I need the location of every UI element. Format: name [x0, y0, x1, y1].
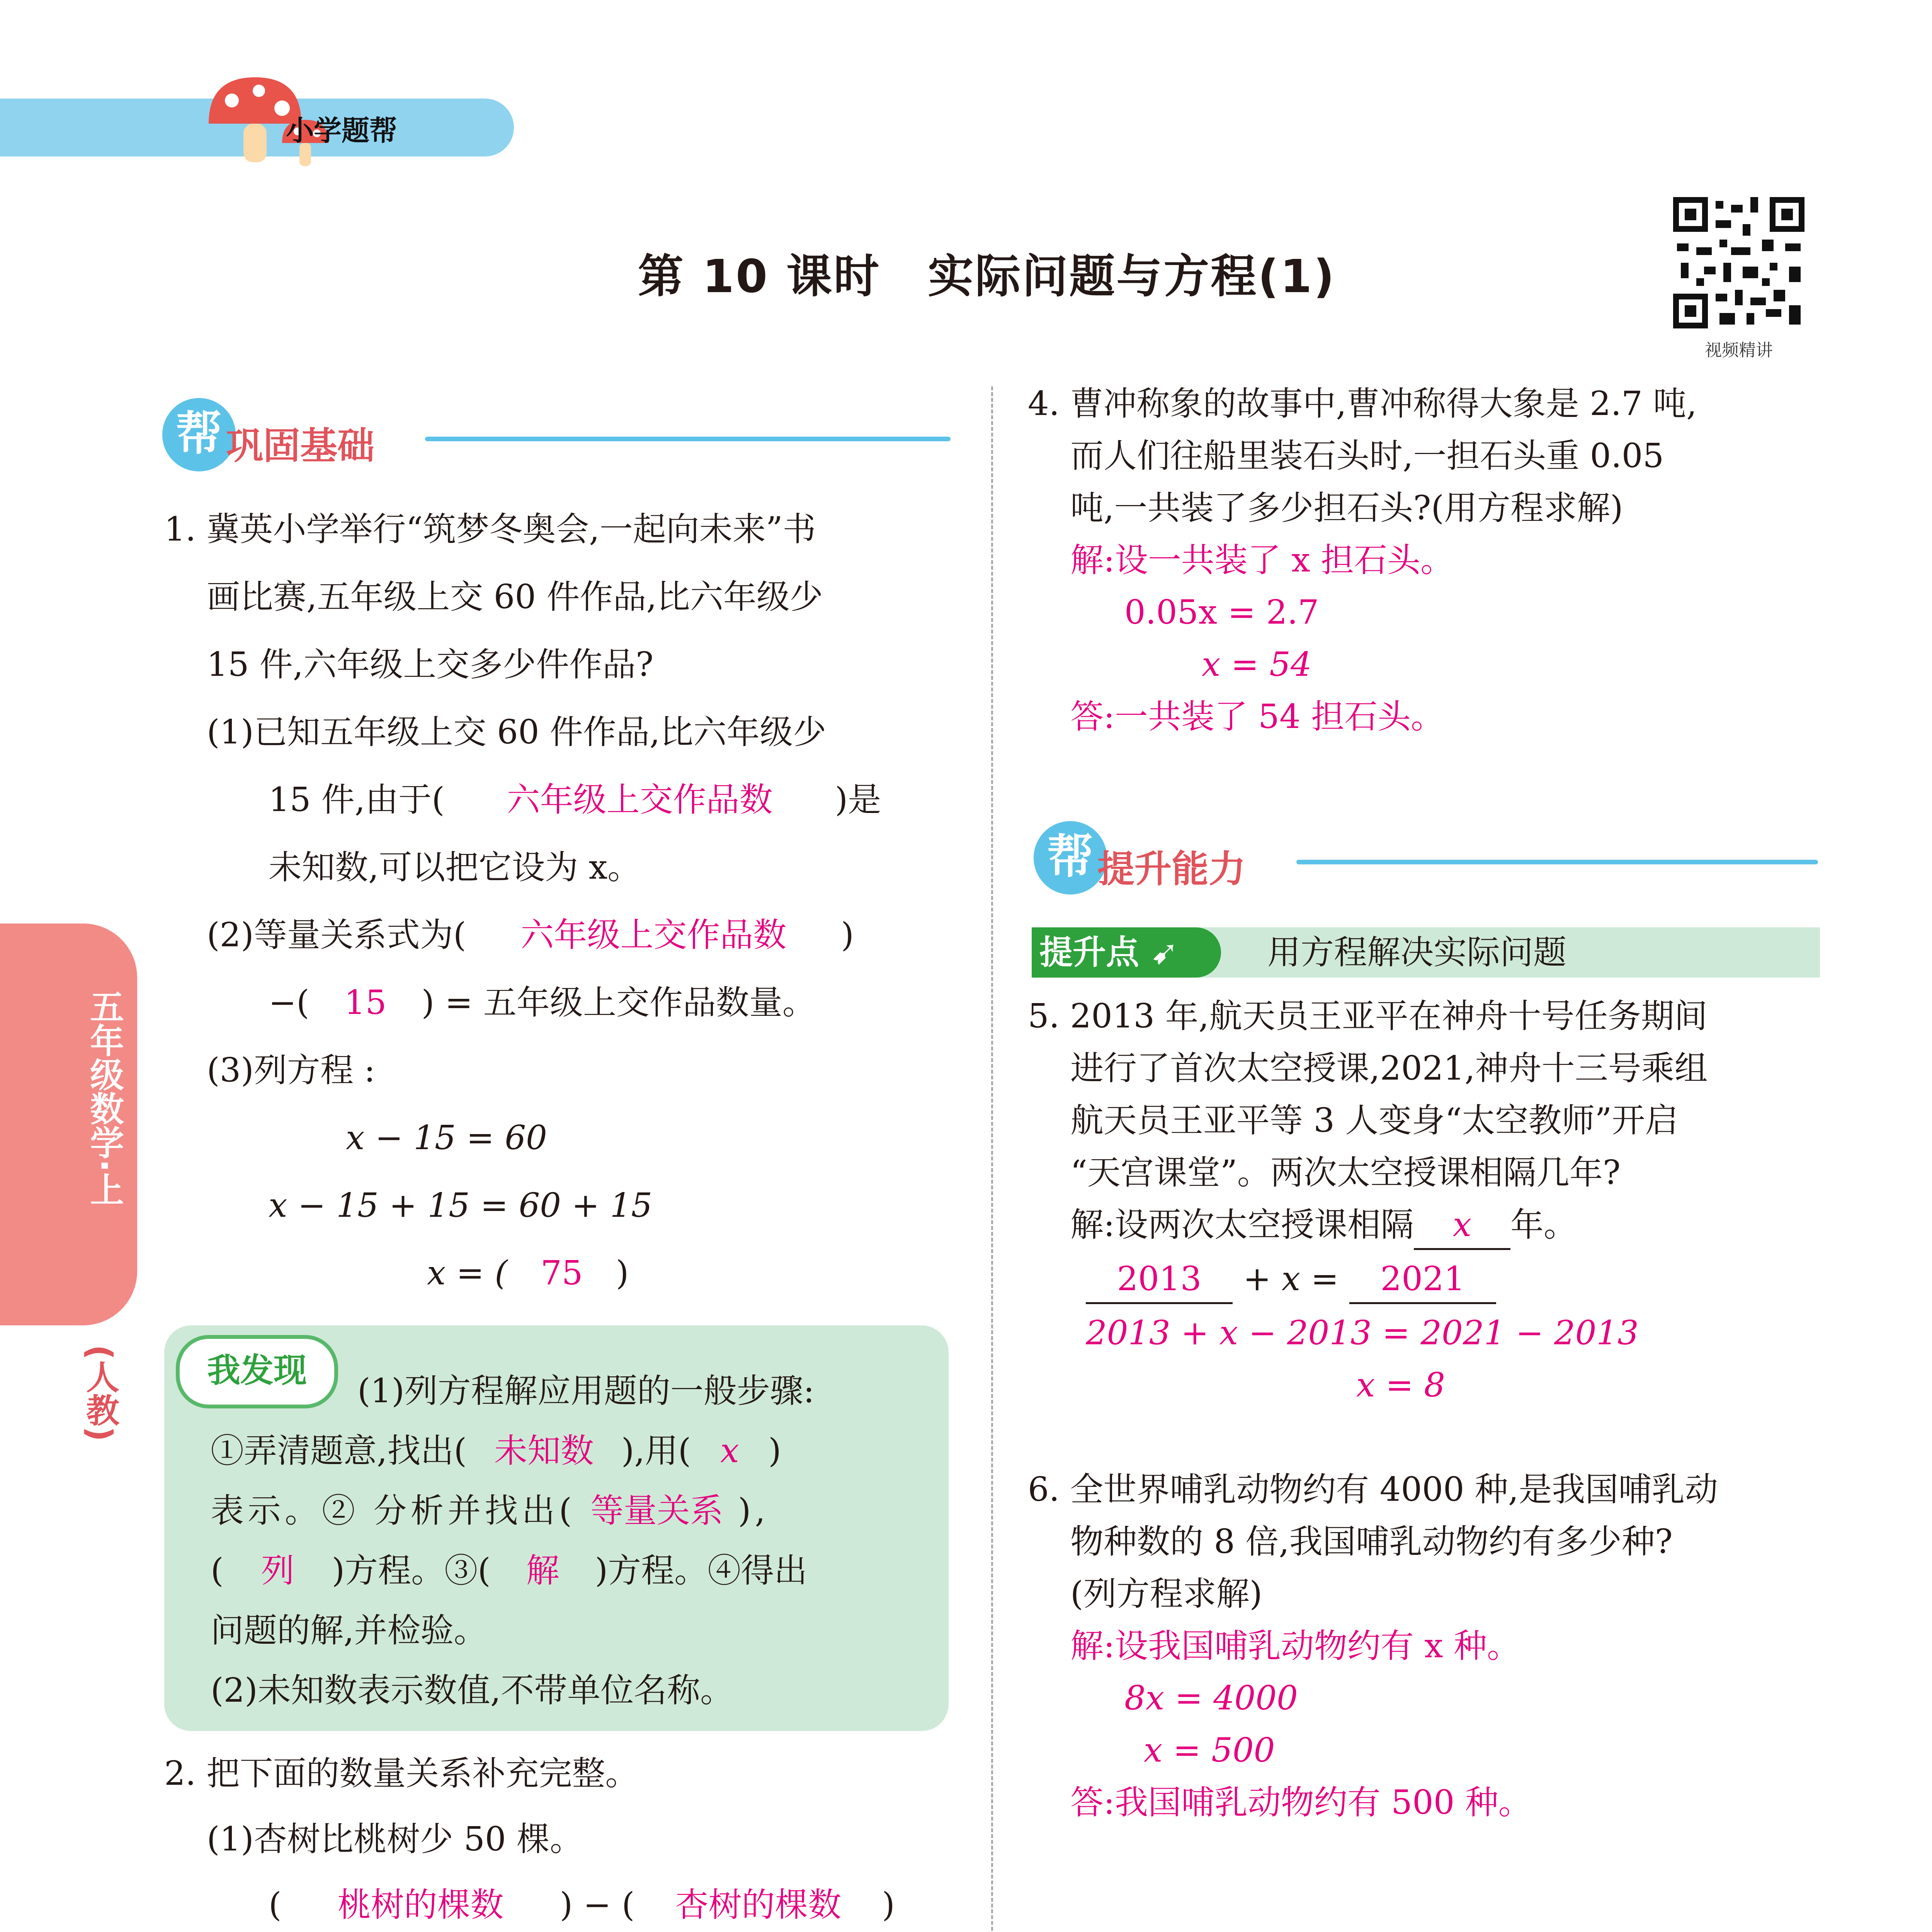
section-rule	[425, 437, 951, 441]
arrow-icon: ➹	[1150, 933, 1179, 972]
skill-point-text: 用方程解决实际问题	[1267, 933, 1566, 972]
brand-label: 小学题帮	[286, 114, 398, 147]
discover-tag: 我发现	[176, 1335, 338, 1408]
q6-solution-answer: 答:我国哺乳动物约有 500 种。	[1070, 1783, 1532, 1822]
q5-equation-result: x = 8	[1356, 1366, 1445, 1405]
skill-point-tag: 提升点 ➹	[1032, 927, 1221, 978]
q1-part1: (1)已知五年级上交 60 件作品,比六年级少	[207, 713, 827, 752]
q1-part1-end: 未知数,可以把它设为 x。	[269, 848, 641, 887]
section-basic-title: 巩固基础	[226, 424, 374, 468]
q6-solution-result: x = 500	[1144, 1731, 1275, 1770]
q4-solution-equation: 0.05x = 2.7	[1124, 593, 1319, 632]
question-5	[1028, 993, 1708, 1408]
q1-equation: x − 15 + 15 = 60 + 15	[269, 1186, 653, 1225]
q5-equation: 2013 + x = 2021	[1028, 1256, 1708, 1304]
q1-answer-unknown: 六年级上交作品数	[507, 781, 773, 819]
q4-line: 而人们往船里装石头时,一担石头重 0.05	[1070, 437, 1664, 475]
q4-solution-answer: 答:一共装了 54 担石头。	[1070, 697, 1444, 736]
q5-answer-x: x	[1414, 1202, 1510, 1250]
question-4	[1028, 381, 1697, 740]
side-tab-edition: (人教)	[80, 1345, 119, 1442]
section-basic-heading	[162, 398, 951, 475]
discover-line: (2)未知数表示数值,不带单位名称。	[211, 1671, 734, 1710]
q4-solution-setup: 解:设一共装了 x 担石头。	[1070, 541, 1454, 580]
q1-line: 15 件,六年级上交多少件作品?	[207, 645, 654, 684]
q1-equation-result: x = ( 75 )	[164, 1250, 881, 1296]
q4-solution-result: x = 54	[1202, 645, 1312, 684]
q6-solution-setup: 解:设我国哺乳动物约有 x 种。	[1070, 1627, 1520, 1665]
q5-line: “天宫课堂”。两次太空授课相隔几年?	[1070, 1153, 1621, 1192]
q5-equation: 2013 + x − 2013 = 2021 − 2013	[1086, 1314, 1639, 1352]
q5-answer-2021: 2021	[1349, 1256, 1496, 1304]
q1-line: 1. 冀英小学举行“筑梦冬奥会,一起向未来”书	[164, 510, 816, 549]
q1-part3: (3)列方程 :	[207, 1051, 376, 1090]
section-improve-heading	[1034, 821, 1818, 898]
question-6	[1028, 1466, 1718, 1826]
q4-line: 吨,一共装了多少担石头?(用方程求解)	[1070, 489, 1623, 527]
bang-icon: 帮	[162, 398, 236, 471]
q5-line: 进行了首次太空授课,2021,神舟十三号乘组	[1070, 1049, 1708, 1088]
q1-answer-75: 75	[541, 1254, 583, 1293]
section-rule	[1296, 860, 1818, 864]
q2-part1: (1)杏树比桃树少 50 棵。	[207, 1820, 583, 1859]
q5-line: 航天员王亚平等 3 人变身“太空教师”开启	[1070, 1101, 1679, 1140]
qr-label: 视频精讲	[1705, 340, 1773, 360]
qr-code-icon[interactable]	[1669, 193, 1808, 332]
q4-line: 4. 曹冲称象的故事中,曹冲称得大象是 2.7 吨,	[1028, 384, 1697, 423]
side-tab-grade: 五年级数学·上	[85, 989, 124, 1206]
bang-icon: 帮	[1034, 821, 1107, 895]
q6-solution-equation: 8x = 4000	[1124, 1679, 1298, 1718]
q1-answer-15: 15	[344, 983, 387, 1022]
discover-line: 表示。② 分析并找出( 等量关系 ),	[211, 1492, 769, 1530]
q5-line: 5. 2013 年,航天员王亚平在神舟十号任务期间	[1028, 997, 1708, 1036]
q2-title: 2. 把下面的数量关系补充完整。	[164, 1754, 639, 1793]
q2-part1-line: ( 桃树的棵数 ) − ( 杏树的棵数 )	[164, 1882, 895, 1928]
discover-line: ①弄清题意,找出( 未知数 ),用( x )	[211, 1432, 781, 1470]
discover-line: 问题的解,并检验。	[211, 1611, 487, 1650]
question-1	[164, 506, 881, 1296]
discover-line: (1)列方程解应用题的一般步骤:	[357, 1372, 815, 1410]
q1-part2-line2: −( 15 ) = 五年级上交作品数量。	[164, 980, 881, 1026]
q6-line: (列方程求解)	[1070, 1575, 1263, 1613]
q2-answer-apricot: 杏树的棵数	[675, 1886, 842, 1924]
q1-part1-blank-line: 15 件,由于( 六年级上交作品数 )是	[164, 777, 881, 823]
q5-solution-setup: 解:设两次太空授课相隔 x 年。	[1028, 1202, 1708, 1250]
q1-part2-line: (2)等量关系式为( 六年级上交作品数 )	[164, 912, 881, 958]
q1-line: 画比赛,五年级上交 60 件作品,比六年级少	[207, 578, 823, 616]
q1-equation: x − 15 = 60	[346, 1119, 547, 1157]
question-2	[164, 1750, 895, 1932]
q6-line: 物种数的 8 倍,我国哺乳动物约有多少种?	[1070, 1522, 1673, 1561]
column-divider	[991, 386, 993, 1932]
page-title: 第 10 课时 实际问题与方程(1)	[638, 250, 1336, 303]
q5-answer-2013: 2013	[1086, 1256, 1233, 1304]
q6-line: 6. 全世界哺乳动物约有 4000 种,是我国哺乳动	[1028, 1470, 1718, 1509]
q2-answer-peach: 桃树的棵数	[337, 1886, 504, 1924]
discover-line: ( 列 )方程。③( 解 )方程。④得出	[211, 1551, 808, 1590]
section-improve-title: 提升能力	[1097, 847, 1246, 891]
q1-answer-relation: 六年级上交作品数	[520, 916, 787, 954]
discover-content	[211, 1368, 937, 1714]
